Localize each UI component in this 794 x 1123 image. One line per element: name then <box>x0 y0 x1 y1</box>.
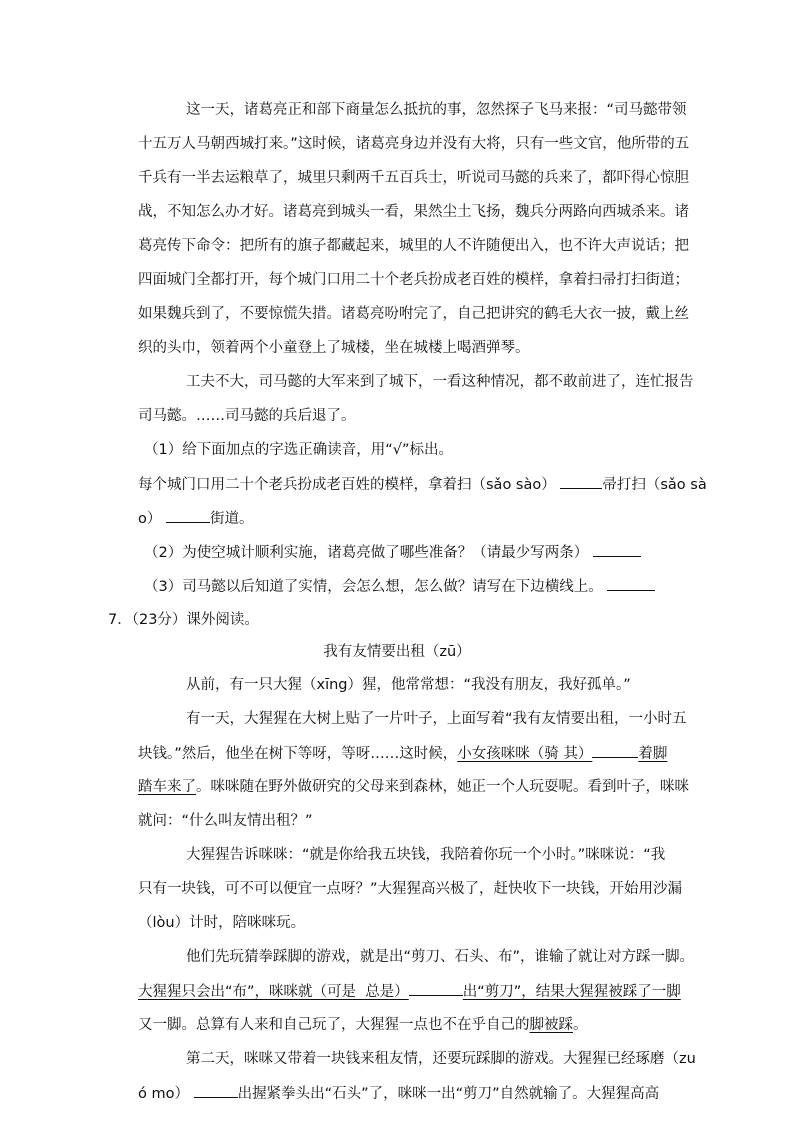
text-line: 工夫不大，司马懿的大军来到了城下，一看这种情况，都不敢前进了，连忙报告 <box>186 374 694 390</box>
text-line: 他们先玩猜拳踩脚的游戏，就是出“剪刀、石头、布”，谁输了就让对方踩一脚。 <box>186 949 695 965</box>
text-line: 有一天，大猩猩在大树上贴了一片叶子，上面写着“我有友情要出租，一小时五 <box>186 711 687 727</box>
question-3 <box>0 576 794 597</box>
question-2-text: （2）为使空城计顺利实施，诸葛亮做了哪些准备？（请最少写两条） <box>144 545 589 561</box>
answer-blank[interactable] <box>592 743 638 758</box>
text-line: 就问：“什么叫友情出租？” <box>138 813 313 829</box>
text-segment: 。咪咪随在野外做研究的父母来到森林，她正一个人玩耍呢。看到叶子，咪咪 <box>196 779 689 795</box>
text-line <box>0 777 794 797</box>
text-line: 大猩猩告诉咪咪：“就是你给我五块钱，我陪着你玩一个小时。”咪咪说：“我 <box>186 847 666 863</box>
text-line: 十五万人马朝西城打来。”这时候，诸葛亮身边并没有大将，只有一些文官，他所带的五 <box>138 136 690 152</box>
text-line <box>0 1015 794 1035</box>
story-title: 我有友情要出租（zū） <box>323 644 471 660</box>
text-segment: 又一脚。总算有人来和自己玩了，大猩猩一点也不在乎自己的 <box>138 1017 530 1033</box>
underlined-text: 小女孩咪咪（骑 其） <box>457 746 593 762</box>
text-line: 如果魏兵到了，不要惊慌失措。诸葛亮吩咐完了，自己把讲究的鹤毛大衣一披，戴上丝 <box>138 306 689 322</box>
text-line <box>0 981 794 1002</box>
question-7-number: 7．（23分）课外阅读。 <box>108 612 259 628</box>
text-line: 战，不知怎么办才好。诸葛亮到城头一看，果然尘土飞扬，魏兵分两路向西城杀来。诸 <box>138 204 689 220</box>
text-line: 千兵有一半去运粮草了，城里只剩两千五百兵士，听说司马懿的兵来了，都吓得心惊胆 <box>138 170 689 186</box>
text-line: 葛亮传下命令：把所有的旗子都藏起来，城里的人不许随便出入，也不许大声说话；把 <box>138 238 689 254</box>
underlined-text: 踏车来了 <box>138 779 196 795</box>
text-line: 只有一块钱，可不可以便宜一点呀？”大猩猩高兴极了，赶快收下一块钱，开始用沙漏 <box>138 881 683 897</box>
answer-blank[interactable] <box>194 1083 238 1098</box>
text-line: 织的头巾，领着两个小童登上了城楼，坐在城楼上喝酒弹琴。 <box>138 340 530 356</box>
answer-blank[interactable] <box>593 542 641 557</box>
text-line: 第二天，咪咪又带着一块钱来租友情，还要玩踩脚的游戏。大猩猩已经琢磨（zu <box>186 1051 696 1067</box>
text-line <box>0 1083 794 1104</box>
text-segment: 块钱。”然后，他坐在树下等呀，等呀……这时候， <box>138 746 458 762</box>
answer-blank[interactable] <box>560 474 602 489</box>
question-1-text: 每个城门口用二十个老兵扮成老百姓的模样，拿着扫（sǎo sào） <box>138 477 556 493</box>
text-line: 从前，有一只大猩（xīng）猩，他常常想：“我没有朋友，我好孤单。” <box>186 677 631 693</box>
question-1-title: （1）给下面加点的字选正确读音，用“√”标出。 <box>144 442 453 458</box>
text-segment: 出握紧拳头出“石头”了，咪咪一出“剪刀”自然就输了。大猩猩高高 <box>237 1086 660 1102</box>
text-line: 这一天，诸葛亮正和部下商量怎么抵抗的事，忽然探子飞马来报：“司马懿带领 <box>186 102 687 118</box>
question-1-line <box>0 508 794 529</box>
question-3-text: （3）司马懿以后知道了实情，会怎么想，怎么做？请写在下边横线上。 <box>144 579 603 595</box>
question-1-text: 街道。 <box>209 511 254 527</box>
underlined-text: 大猩猩只会出“布”，咪咪就（可是 总是） <box>138 984 409 1000</box>
text-line <box>0 743 794 764</box>
underlined-text: 着脚 <box>638 746 668 762</box>
answer-blank[interactable] <box>409 981 463 996</box>
text-line: 四面城门全都打开，每个城门口用二十个老兵扮成老百姓的模样，拿着扫帚打扫街道； <box>138 272 689 288</box>
text-segment: ó mo） <box>138 1086 189 1102</box>
question-2 <box>0 542 794 563</box>
underlined-text: 脚被踩 <box>529 1017 573 1033</box>
question-1-text: 帚打扫（sǎo sà <box>602 477 707 493</box>
underlined-text: 出“剪刀”，结果大猩猩被踩了一脚 <box>462 984 681 1000</box>
question-1-text: o） <box>138 511 162 527</box>
answer-blank[interactable] <box>166 508 210 523</box>
text-line: （lòu）计时，陪咪咪玩。 <box>138 915 306 931</box>
answer-blank[interactable] <box>607 576 655 591</box>
question-1-line <box>0 474 794 495</box>
text-line: 司马懿。……司马懿的兵后退了。 <box>138 408 356 424</box>
text-segment: 。 <box>573 1017 588 1033</box>
